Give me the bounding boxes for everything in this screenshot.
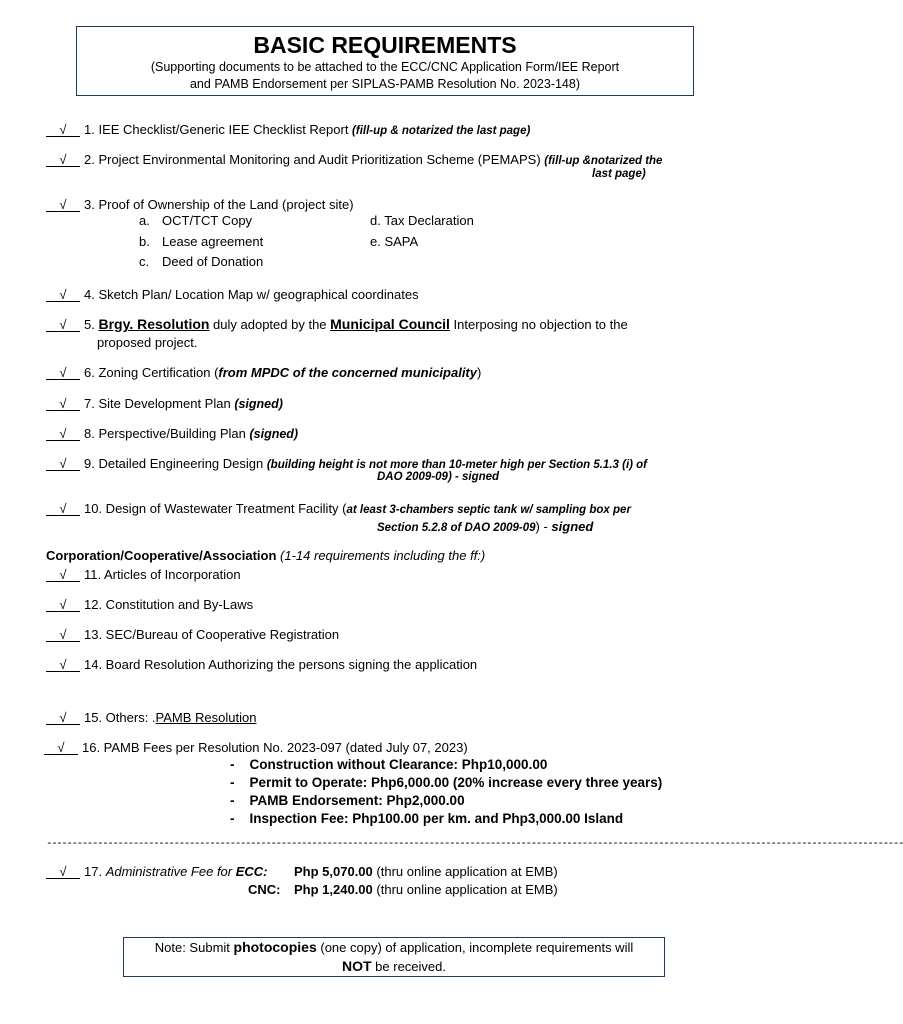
check-mark: √ — [46, 318, 80, 332]
check-mark: √ — [46, 366, 80, 380]
dashed-divider: ------------------------------------------------------------------------------------------------------------------------------------------------------------------------ — [46, 838, 903, 850]
ownership-option-b-text: Lease agreement — [162, 234, 264, 249]
check-mark: √ — [46, 568, 80, 582]
requirement-14: √ 14. Board Resolution Authorizing the persons signing the application — [46, 656, 477, 673]
header-box — [76, 26, 694, 96]
fee-item: - Permit to Operate: Php6,000.00 (20% increase every three years) — [230, 775, 663, 790]
check-mark: √ — [46, 123, 80, 137]
requirement-5: √ 5. Brgy. Resolution duly adopted by the Municipal Council Interposing no objection to the — [46, 316, 628, 333]
requirement-1: √ 1. IEE Checklist/Generic IEE Checklist Report (fill-up & notarized the last page) — [46, 121, 530, 140]
fee-item: - PAMB Endorsement: Php2,000.00 — [230, 793, 465, 808]
check-mark: √ — [46, 711, 80, 725]
ownership-option-a-text: OCT/TCT Copy — [162, 213, 253, 228]
requirement-12: √ 12. Constitution and By-Laws — [46, 596, 253, 613]
check-mark: √ — [46, 865, 80, 879]
check-mark: √ — [46, 598, 80, 612]
check-mark: √ — [46, 198, 80, 212]
footer-note: Note: Submit photocopies (one copy) of application, incomplete requirements will NOT be received. — [123, 937, 665, 977]
requirement-10: √ 10. Design of Wastewater Treatment Facility (at least 3-chambers septic tank w/ sampling box per — [46, 500, 631, 519]
ownership-option-c-text: Deed of Donation — [162, 254, 264, 269]
cnc-label: CNC: — [248, 882, 281, 897]
ownership-option-c: c. — [139, 254, 150, 269]
requirement-16: √ 16. PAMB Fees per Resolution No. 2023-097 (dated July 07, 2023) — [44, 739, 468, 756]
fee-item: - Inspection Fee: Php100.00 per km. and Php3,000.00 Island — [230, 811, 624, 826]
ownership-option-a: a. — [139, 213, 150, 228]
ownership-option-d: d. Tax Declaration — [370, 213, 474, 228]
check-mark: √ — [46, 397, 80, 411]
header-subtitle-1: (Supporting documents to be attached to the ECC/CNC Application Form/IEE Report — [150, 60, 620, 74]
requirement-17: √ 17. Administrative Fee for ECC: — [46, 863, 268, 880]
municipal-council-text: Municipal Council — [330, 316, 450, 332]
requirement-9-note-cont: DAO 2009-09) - signed — [377, 471, 500, 483]
requirement-2: √ 2. Project Environmental Monitoring and Audit Prioritization Scheme (PEMAPS) (fill-up &notarized the — [46, 151, 662, 170]
requirement-8: √ 8. Perspective/Building Plan (signed) — [46, 425, 298, 443]
check-mark: √ — [46, 658, 80, 672]
check-mark: √ — [46, 427, 80, 441]
requirement-11: √ 11. Articles of Incorporation — [46, 566, 241, 583]
ownership-option-b: b. — [139, 234, 150, 249]
requirement-9: √ 9. Detailed Engineering Design (building height is not more than 10-meter high per Section 5.1.3 (i) of — [46, 455, 647, 474]
requirement-5-cont: proposed project. — [97, 335, 198, 350]
requirement-7: √ 7. Site Development Plan (signed) — [46, 395, 283, 413]
requirement-6: √ 6. Zoning Certification (from MPDC of the concerned municipality) — [46, 364, 481, 381]
ecc-fee: Php 5,070.00 (thru online application at EMB) — [294, 864, 558, 879]
requirement-10-note-cont: Section 5.2.8 of DAO 2009-09) - signed — [377, 519, 594, 534]
fee-item: - Construction without Clearance: Php10,000.00 — [230, 757, 548, 772]
pamb-resolution-link: PAMB Resolution — [155, 710, 257, 725]
check-mark: √ — [46, 153, 80, 167]
requirement-15: √ 15. Others: .PAMB Resolution — [46, 709, 256, 726]
page-title: BASIC REQUIREMENTS — [253, 32, 517, 58]
requirement-4: √ 4. Sketch Plan/ Location Map w/ geographical coordinates — [46, 286, 419, 303]
check-mark: √ — [46, 288, 80, 302]
requirement-13: √ 13. SEC/Bureau of Cooperative Registration — [46, 626, 339, 643]
check-mark: √ — [46, 457, 80, 471]
corporation-section-heading: Corporation/Cooperative/Association (1-14 requirements including the ff:) — [46, 548, 486, 563]
requirement-2-note-cont: last page) — [592, 168, 646, 180]
header-subtitle-2: and PAMB Endorsement per SIPLAS-PAMB Resolution No. 2023-148) — [189, 77, 580, 91]
brgy-resolution-text: Brgy. Resolution — [98, 316, 210, 332]
ownership-option-e: e. SAPA — [370, 234, 419, 249]
cnc-fee: Php 1,240.00 (thru online application at EMB) — [294, 882, 558, 897]
requirement-3: √ 3. Proof of Ownership of the Land (project site) — [46, 196, 354, 213]
check-mark: √ — [46, 502, 80, 516]
check-mark: √ — [44, 741, 78, 755]
check-mark: √ — [46, 628, 80, 642]
